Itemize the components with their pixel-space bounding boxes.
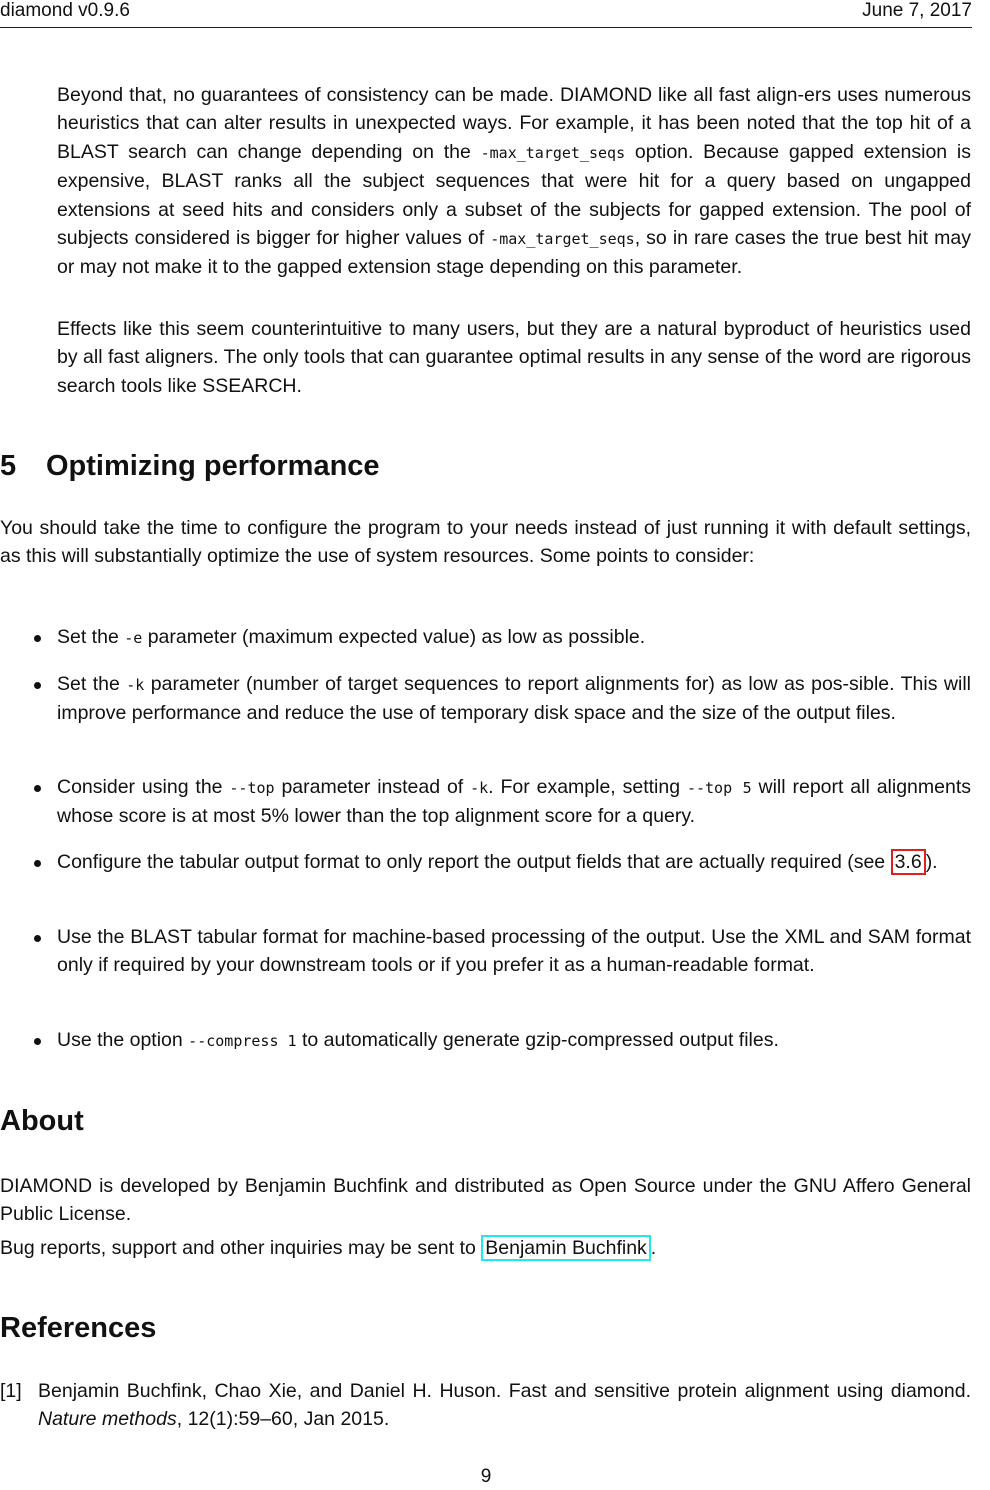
list-item: Configure the tabular output format to only report the output fields that are actually required (see 3.6 ). (57, 848, 971, 876)
code-max-target-seqs: -max_target_seqs (490, 230, 635, 249)
references-heading: References (0, 1312, 157, 1344)
reference-item-1: [1] Benjamin Buchfink, Chao Xie, and Daniel H. Huson. Fast and sensitive protein alignment using diamond. Nature methods, 12(1):59–60, Jan 2015. (0, 1377, 971, 1434)
list-item: Set the -k parameter (number of target sequences to report alignments for) as low as pos-sible. This will improve performance and reduce the use of temporary disk space and the size of the output files. (57, 670, 971, 728)
reference-label: [1] (0, 1380, 22, 1402)
bullet-dot (34, 860, 41, 867)
about-paragraph-1: DIAMOND is developed by Benjamin Buchfink and distributed as Open Source under the GNU Affero General Public License. (0, 1175, 971, 1226)
code-k: -k (126, 676, 145, 694)
about-paragraph-2: Bug reports, support and other inquiries may be sent to Benjamin Buchfink . (0, 1237, 657, 1259)
bullet-dot (34, 1038, 41, 1045)
bullet-dot (34, 635, 41, 642)
about-heading: About (0, 1105, 84, 1137)
code-e: -e (124, 629, 143, 647)
email-link-benjamin-buchfink[interactable]: Benjamin Buchfink (481, 1235, 651, 1261)
section5-intro: You should take the time to configure the program to your needs instead of just running it with default settings, as this will substantially optimize the use of system resources. Some points to consider: (0, 517, 971, 568)
code-k: -k (470, 779, 489, 797)
list-item: Use the BLAST tabular format for machine-based processing of the output. Use the XML and SAM format only if required by your downstream tools or if you prefer it as a human-readable format. (57, 923, 971, 980)
section-link-3-6[interactable]: 3.6 (891, 849, 926, 875)
intro-paragraph-2: Effects like this seem counterintuitive to many users, but they are a natural byproduct of heuristics used by all fast aligners. The only tools that can guarantee optimal results in any sense of the word are rigorous search tools like SSEARCH. (57, 318, 971, 397)
section-heading-5: 5 Optimizing performance (0, 450, 380, 482)
bullet-dot (34, 682, 41, 689)
bullet-dot (34, 785, 41, 792)
code-max-target-seqs: -max_target_seqs (480, 143, 626, 162)
list-item: Set the -e parameter (maximum expected value) as low as possible. (57, 623, 971, 652)
header-doc-version: diamond v0.9.6 (0, 0, 130, 21)
list-item: Use the option --compress 1 to automatically generate gzip-compressed output files. (57, 1026, 971, 1055)
code-top: --top (229, 779, 275, 797)
intro-paragraph-1: Beyond that, no guarantees of consistency can be made. DIAMOND like all fast align-ers uses numerous heuristics that can alter results in unexpected ways. For example, it has been noted that the top hit of a BLAST search can change depending on the -max_target_seqs option. Because gapped extension is expensive, BLAST ranks all the subject sequences that were hit for a query based on ungapped extensions at seed hits and considers only a subset of the subjects for gapped extension. The pool of subjects considered is bigger for higher values of -max_target_seqs, so in rare cases the true best hit may or may not make it to the gapped extension stage depending on this parameter. (57, 84, 971, 279)
page-header (0, 0, 972, 28)
code-top-5: --top 5 (686, 779, 752, 797)
code-compress-1: --compress 1 (188, 1032, 297, 1050)
page-number: 9 (480, 1466, 492, 1487)
journal-title: Nature methods (38, 1408, 177, 1431)
list-item: Consider using the --top parameter instead of -k. For example, setting --top 5 will report all alignments whose score is at most 5% lower than the top alignment score for a query. (57, 773, 971, 831)
header-date: June 7, 2017 (862, 0, 972, 21)
bullet-dot (34, 935, 41, 942)
